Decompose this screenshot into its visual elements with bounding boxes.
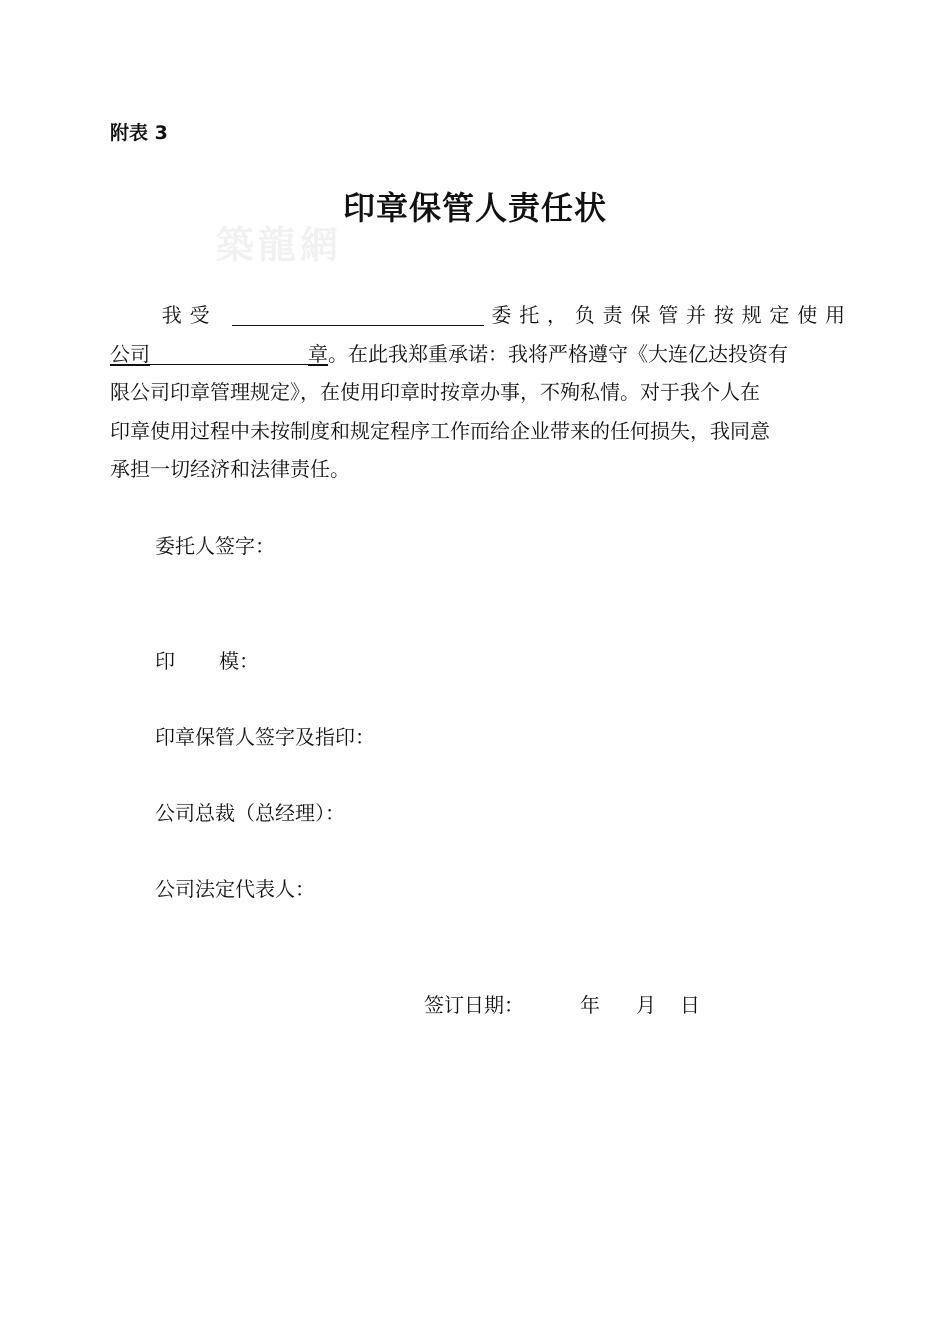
custodian-signature-label: 印章保管人签字及指印： [155, 725, 375, 749]
appendix-label: 附表 3 [110, 122, 168, 144]
watermark: 築龍網 [216, 222, 343, 267]
seal-label: 章 [308, 341, 328, 366]
paragraph-line-4: 印章使用过程中未按制度和规定程序工作而给企业带来的任何损失，我同意 [110, 418, 770, 443]
signing-date [424, 989, 700, 1018]
principal-blank[interactable] [232, 303, 484, 326]
document-title: 印章保管人责任状 [342, 189, 607, 227]
paragraph-line-5: 承担一切经济和法律责任。 [110, 457, 350, 481]
company-seal-underline [110, 342, 328, 366]
entrust-text: 委托，负责保管并按规定使用 [483, 303, 846, 327]
paragraph-line-1 [110, 296, 845, 335]
paragraph-line-3: 限公司印章管理规定》，在使用印章时按章办事，不殉私情。对于我个人在 [110, 380, 760, 404]
principal-signature-label: 委托人签字： [155, 534, 275, 558]
seal-impression-char-2: 模： [219, 649, 259, 673]
seal-name-blank[interactable] [150, 342, 308, 365]
commitment-paragraph [110, 296, 845, 489]
paragraph-line-2 [110, 335, 845, 374]
month-label: 月 [636, 993, 656, 1017]
entrusted-by-label: 我受 [154, 303, 218, 327]
legal-representative-label: 公司法定代表人： [155, 877, 315, 901]
promise-text: 。在此我郑重承诺：我将严格遵守《大连亿达投资有 [328, 341, 788, 366]
day-label: 日 [680, 993, 700, 1017]
signing-date-label: 签订日期： [424, 993, 524, 1017]
year-label: 年 [580, 993, 600, 1017]
seal-impression-label [155, 645, 259, 674]
company-label: 公司 [110, 341, 150, 366]
president-label: 公司总裁（总经理）： [155, 801, 345, 825]
seal-impression-char-1: 印 [155, 649, 175, 673]
